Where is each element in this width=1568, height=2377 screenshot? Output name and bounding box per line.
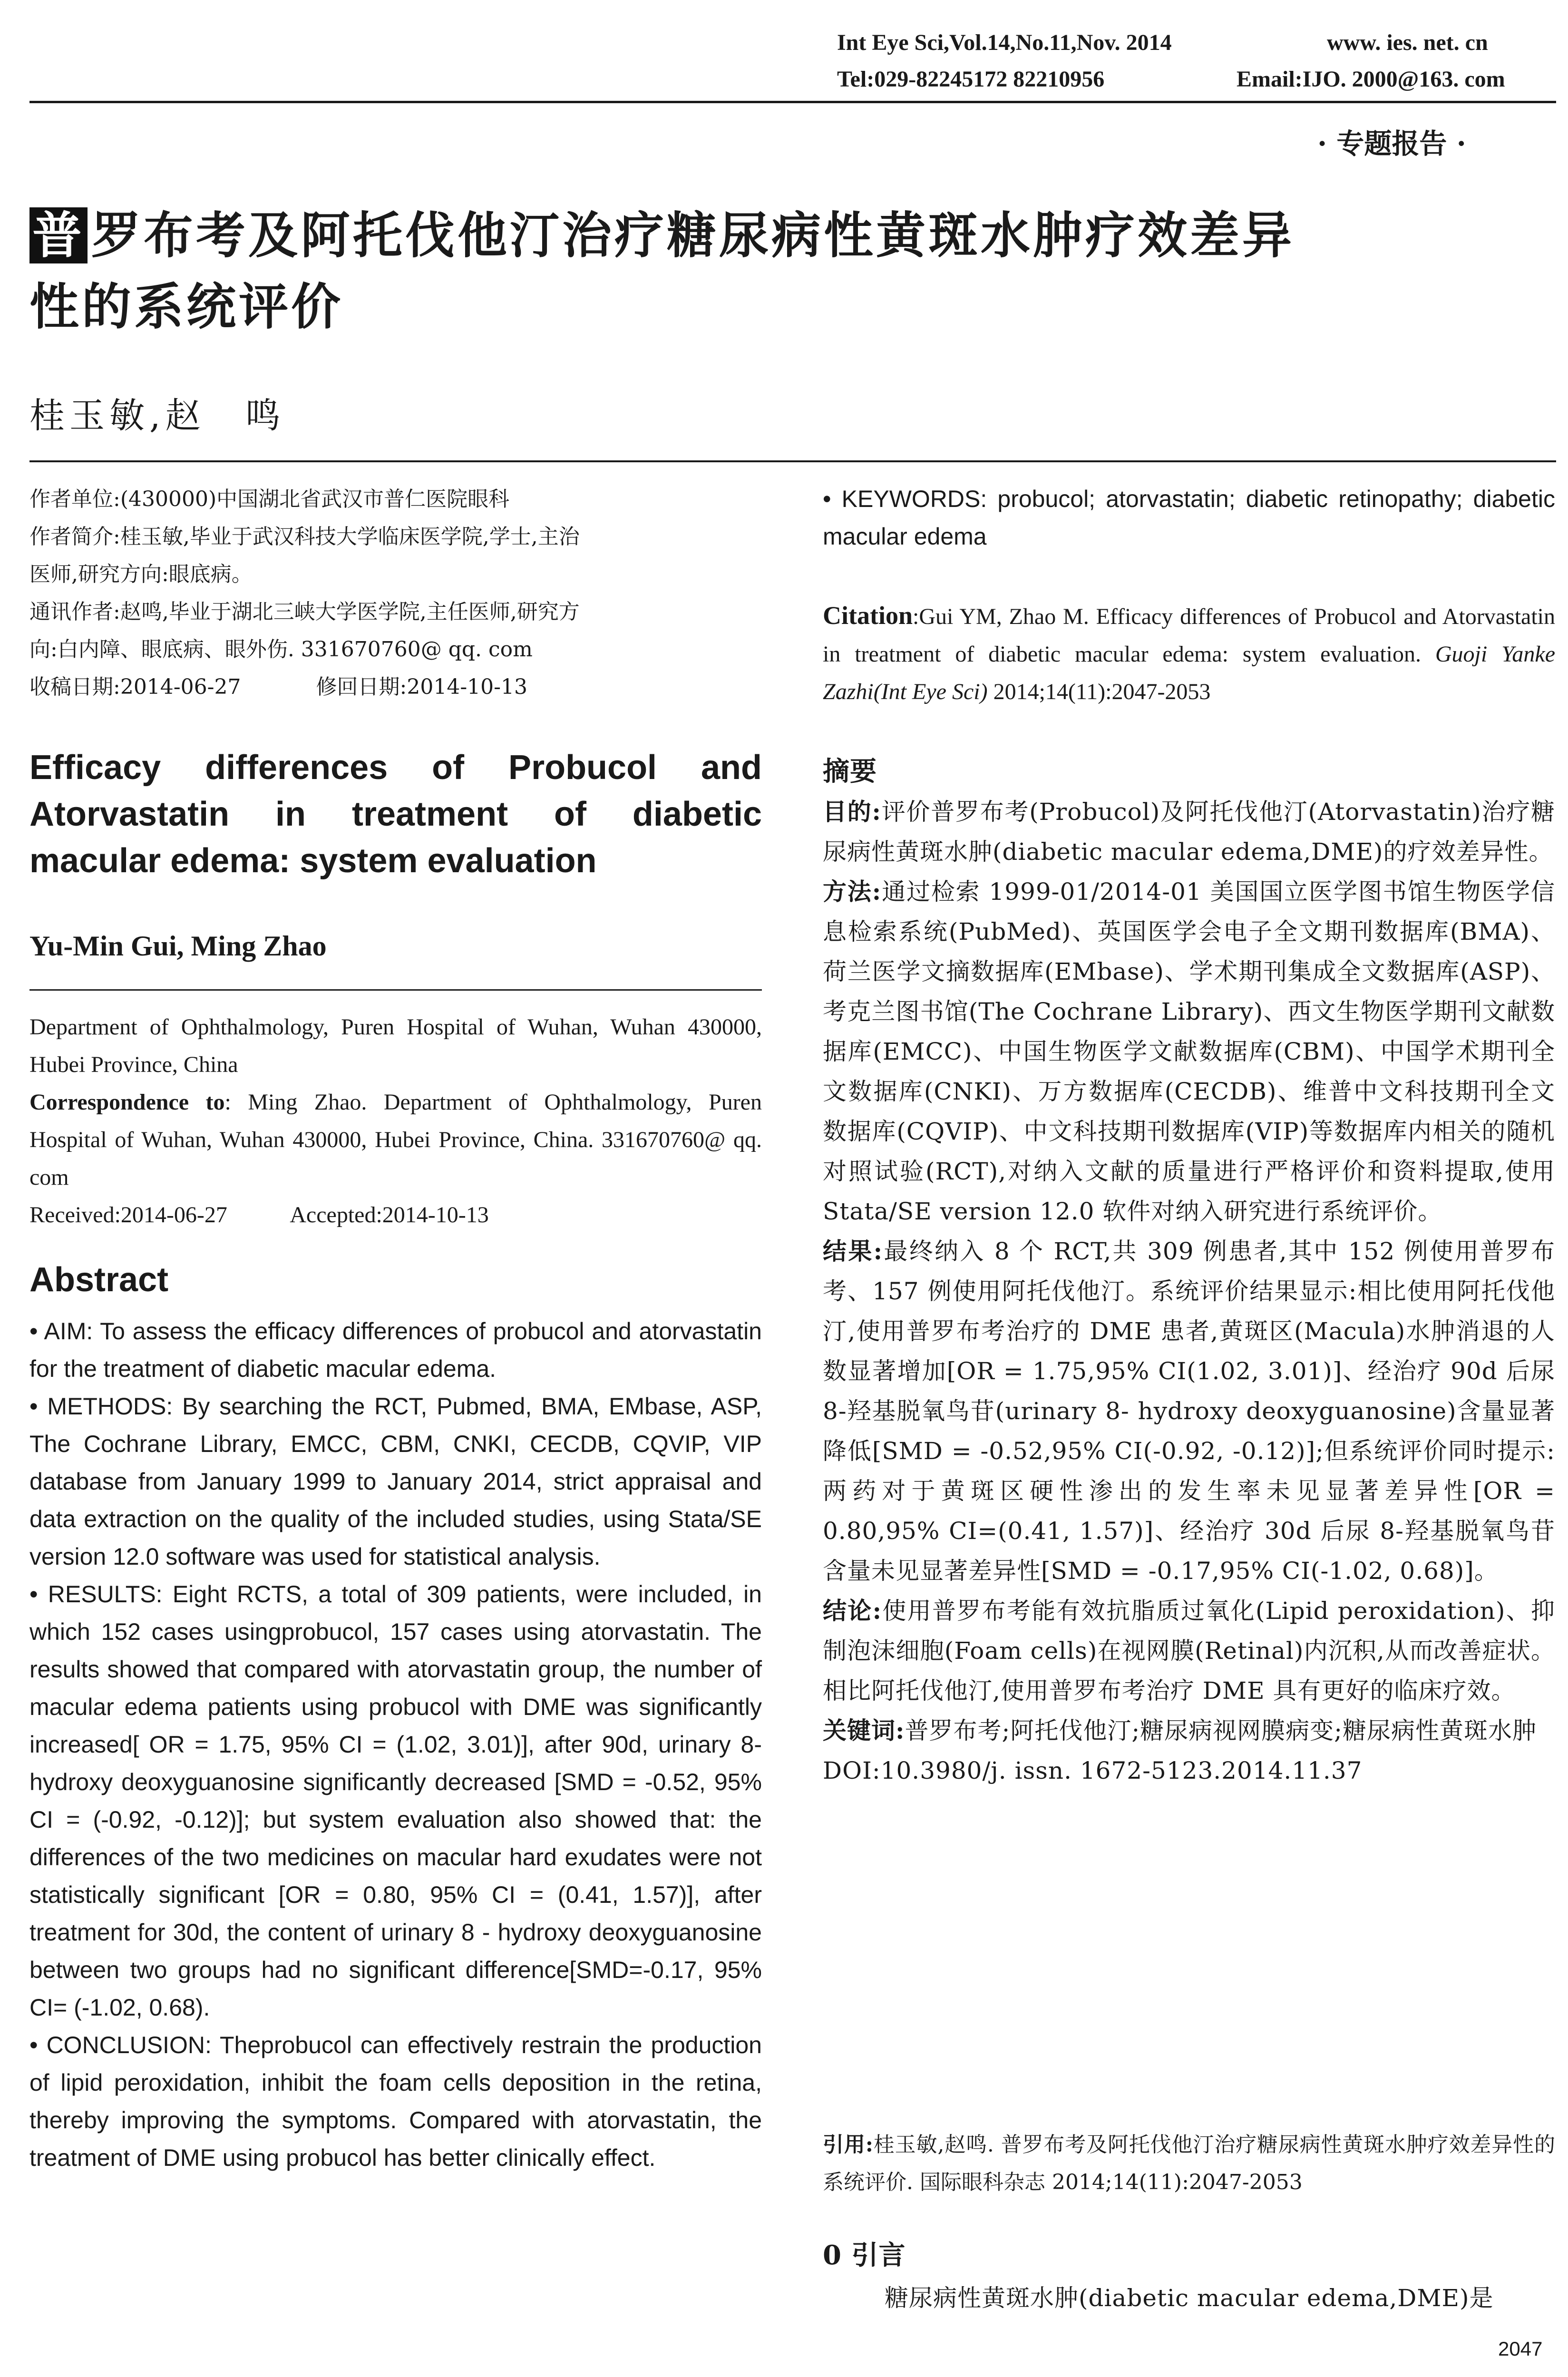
abstract-aim: • AIM: To assess the efficacy differences of probucol and atorvastatin for the treatment of diabetic macular edema.: [29, 1318, 762, 1382]
abstract-results: • RESULTS: Eight RCTS, a total of 309 patients, were included, in which 152 cases usingprobucol, 157 cases using atorvastatin. The results showed that compared with atorvastatin group, the number of macular edema patients using probucol with DME was significantly increased[ OR = 1.75, 95% CI = (1.02, 3.01)], after 90d, urinary 8-hydroxy deoxyguanosine significantly decreased [SMD = -0.52, 95% CI = (-0.92, -0.12)]; but system evaluation also showed that: the differences of the two medicines on macular hard exudates were not statistically significant [OR = 0.80, 95% CI = (0.41, 1.57)], after treatment for 30d, the content of urinary 8 - hydroxy deoxyguanosine between two groups had no significant difference[SMD=-0.17, 95% CI= (-1.02, 0.68).: [29, 1581, 762, 2021]
journal-info: Int Eye Sci,Vol.14,No.11,Nov. 2014: [837, 30, 1172, 55]
abstract-chinese: [823, 792, 1555, 1791]
conclusion-label-cn: 结论:: [823, 1597, 882, 1625]
abstract-cn-heading: 摘要: [823, 756, 877, 787]
title-rule: [29, 460, 1556, 462]
page-number: 2047: [1498, 2338, 1543, 2360]
authors-cn: 桂玉敏,赵 鸣: [29, 395, 285, 436]
methods-label-cn: 方法:: [823, 877, 882, 906]
keywords-cn: 普罗布考;阿托伐他汀;糖尿病视网膜病变;糖尿病性黄斑水肿: [905, 1717, 1537, 1744]
article-title: [29, 200, 1561, 342]
methods-cn: 通过检索 1999-01/2014-01 美国国立医学图书馆生物医学信息检索系统(PubMed)、英国医学会电子全文期刊数据库(BMA)、荷兰医学文摘数据库(EMbase)、学术期刊集成全文数据库(ASP)、考克兰图书馆(The Cochrane Library)、西文生物医学期刊文献数据库(EMCC)、中国生物医学文献数据库(CBM)、中国学术期刊全文数据库(CNKI)、万方数据库(CECDB)、维普中文科技期刊全文数据库(CQVIP)、中文科技期刊数据库(VIP)等数据库内相关的随机对照试验(RCT),对纳入文献的质量进行严格评价和资料提取,使用 Stata/SE version 12.0 软件对纳入研究进行系统评价。: [823, 878, 1555, 1225]
doi[interactable]: DOI:10.3980/j. issn. 1672-5123.2014.11.37: [823, 1757, 1363, 1784]
affiliation-line: 作者单位:(430000)中国湖北省武汉市普仁医院眼科: [29, 487, 510, 511]
journal-email[interactable]: Email:IJO. 2000@163. com: [1237, 67, 1505, 92]
title-line-1: 罗布考及阿托伐他汀治疗糖尿病性黄斑水肿疗效差异: [91, 206, 1295, 264]
english-affiliation: [29, 1008, 762, 1234]
abstract-conclusion: • CONCLUSION: Theprobucol can effectively restrain the production of lipid peroxidation, inhibit the foam cells deposition in the retina, thereby improving the symptoms. Compared with atorvastatin, the treatment of DME using probucol has better clinically effect.: [29, 2032, 762, 2171]
header-rule: [29, 101, 1556, 103]
conclusion-cn: 使用普罗布考能有效抗脂质过氧化(Lipid peroxidation)、抑制泡沫细胞(Foam cells)在视网膜(Retinal)内沉积,从而改善症状。相比阿托伐他汀,使用普罗布考治疗 DME 具有更好的临床疗效。: [823, 1597, 1555, 1705]
journal-website[interactable]: www. ies. net. cn: [1327, 30, 1488, 55]
journal-tel: Tel:029-82245172 82210956: [837, 67, 1105, 92]
received-date-en: Received:2014-06-27: [29, 1202, 227, 1227]
affiliation-line: 向:白内障、眼底病、眼外伤. 331670760@ qq. com: [29, 637, 533, 662]
citation-cn: [823, 2126, 1555, 2201]
intro-heading: 0 引言: [823, 2240, 906, 2271]
title-line-2: 性的系统评价: [29, 278, 344, 336]
affiliation-line: 医师,研究方向:眼底病。: [29, 562, 253, 586]
aim-label-cn: 目的:: [823, 798, 881, 826]
abstract-methods: • METHODS: By searching the RCT, Pubmed, BMA, EMbase, ASP, The Cochrane Library, EMCC, CBM, CNKI, CECDB, CQVIP, VIP database from January 1999 to January 2014, strict appraisal and data extraction on the quality of the included studies, using Stata/SE version 12.0 software was used for statistical analysis.: [29, 1393, 762, 1570]
revised-date-cn: 修回日期:2014-10-13: [316, 675, 528, 699]
english-title-line: Efficacy differences of Probucol and: [29, 749, 762, 787]
correspondence-text: : Ming Zhao. Department of Ophthalmology, Puren Hospital of Wuhan, Wuhan 430000, Hubei Province, China. 331670760@ qq. com: [29, 1090, 762, 1190]
english-title-line: macular edema: system evaluation: [29, 842, 597, 880]
keywords-label-cn: 关键词:: [823, 1716, 905, 1744]
abstract-heading: Abstract: [29, 1261, 169, 1299]
aim-cn: 评价普罗布考(Probucol)及阿托伐他汀(Atorvastatin)治疗糖尿病性黄斑水肿(diabetic macular edema,DME)的疗效差异性。: [823, 798, 1555, 866]
received-date-cn: 收稿日期:2014-06-27: [29, 675, 241, 699]
english-title: [29, 744, 762, 884]
citation-text: :Gui YM, Zhao M. Efficacy differences of Probucol and Atorvastatin in treatment of diabetic macular edema: system evaluation.: [823, 604, 1555, 667]
citation-tail: 2014;14(11):2047-2053: [987, 679, 1211, 704]
english-title-line: Atorvastatin in treatment of diabetic: [29, 795, 762, 833]
affiliation-cn: [29, 480, 762, 706]
correspondence-label: Correspondence to: [29, 1090, 225, 1115]
english-department: Department of Ophthalmology, Puren Hospital of Wuhan, Wuhan 430000, Hubei Province, China: [29, 1014, 762, 1077]
abstract-english: [29, 1313, 762, 2177]
citation-label: Citation: [823, 601, 913, 630]
results-cn: 最终纳入 8 个 RCT,共 309 例患者,其中 152 例使用普罗布考、157 例使用阿托伐他汀。系统评价结果显示:相比使用阿托伐他汀,使用普罗布考治疗的 DME 患者,黄斑区(Macula)水肿消退的人数显著增加[OR = 1.75,95% CI(1.02, 3.01)]、经治疗 90d 后尿 8-羟基脱氧鸟苷(urinary 8- hydroxy deoxyguanosine)含量显著降低[SMD = -0.52,95% CI(-0.92, -0.12)];但系统评价同时提示:两药对于黄斑区硬性渗出的发生率未见显著差异性[OR = 0.80,95% CI=(0.41, 1.57)]、经治疗 30d 后尿 8-羟基脱氧鸟苷含量未见显著差异性[SMD = -0.17,95% CI(-1.02, 0.68)]。: [823, 1237, 1555, 1585]
citation-cn-label: 引用:: [823, 2133, 873, 2157]
affiliation-line: 通讯作者:赵鸣,毕业于湖北三峡大学医学院,主任医师,研究方: [29, 600, 580, 624]
en-authors-rule: [29, 989, 762, 991]
english-authors: Yu-Min Gui, Ming Zhao: [29, 930, 327, 962]
title-initial-mark: 普: [29, 207, 88, 263]
intro-first-line: 糖尿病性黄斑水肿(diabetic macular edema,DME)是: [885, 2284, 1494, 2312]
keywords-en: • KEYWORDS: probucol; atorvastatin; diabetic retinopathy; diabetic macular edema: [823, 486, 1555, 550]
results-label-cn: 结果:: [823, 1237, 883, 1265]
citation-cn-text: 桂玉敏,赵鸣. 普罗布考及阿托伐他汀治疗糖尿病性黄斑水肿疗效差异性的系统评价. 国际眼科杂志 2014;14(11):2047-2053: [823, 2133, 1555, 2194]
affiliation-line: 作者简介:桂玉敏,毕业于武汉科技大学临床医学院,学士,主治: [29, 525, 580, 549]
citation-journal: Guoji Yanke Zazhi(Int Eye Sci): [823, 642, 1555, 704]
citation-en: [823, 597, 1555, 711]
section-tag: · 专题报告 ·: [1317, 127, 1466, 160]
accepted-date-en: Accepted:2014-10-13: [290, 1202, 489, 1227]
